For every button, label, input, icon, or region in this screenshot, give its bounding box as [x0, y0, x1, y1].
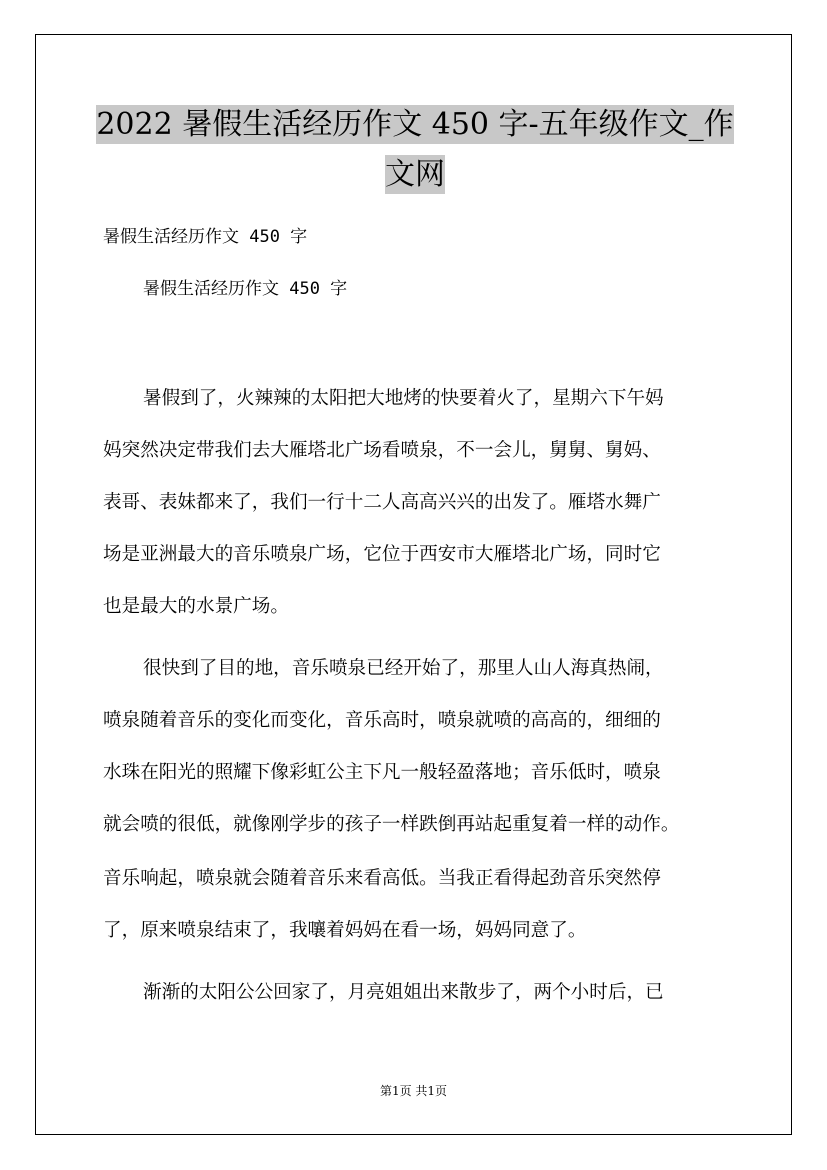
title-line-2: 文网: [385, 157, 445, 192]
document-subtitle-repeat: 暑假生活经历作文 450 字: [143, 279, 348, 299]
document-title: [95, 100, 735, 200]
page-footer: 第1页 共1页: [379, 1084, 448, 1098]
body-line: 音乐响起，喷泉就会随着音乐来看高低。当我正看得起劲音乐突然停: [103, 868, 661, 889]
body-line: 场是亚洲最大的音乐喷泉广场，它位于西安市大雁塔北广场，同时它: [103, 544, 661, 565]
body-line: 水珠在阳光的照耀下像彩虹公主下凡一般轻盈落地；音乐低时，喷泉: [103, 762, 661, 783]
document-subtitle: 暑假生活经历作文 450 字: [103, 227, 308, 247]
body-line: 妈突然决定带我们去大雁塔北广场看喷泉，不一会儿，舅舅、舅妈、: [103, 440, 661, 461]
body-line: 了，原来喷泉结束了，我嚷着妈妈在看一场，妈妈同意了。: [103, 920, 587, 941]
body-line: 渐渐的太阳公公回家了，月亮姐姐出来散步了，两个小时后，已: [143, 982, 664, 1003]
body-line: 暑假到了，火辣辣的太阳把大地烤的快要着火了，星期六下午妈: [143, 388, 664, 409]
title-line-1: 2022 暑假生活经历作文 450 字-五年级作文_作: [96, 107, 734, 142]
body-line: 很快到了目的地，音乐喷泉已经开始了，那里人山人海真热闹，: [143, 658, 664, 679]
body-line: 表哥、表妹都来了，我们一行十二人高高兴兴的出发了。雁塔水舞广: [103, 492, 661, 513]
body-line: 喷泉随着音乐的变化而变化，音乐高时，喷泉就喷的高高的，细细的: [103, 710, 661, 731]
body-line: 就会喷的很低，就像刚学步的孩子一样跌倒再站起重复着一样的动作。: [103, 814, 680, 835]
body-line: 也是最大的水景广场。: [103, 596, 289, 617]
